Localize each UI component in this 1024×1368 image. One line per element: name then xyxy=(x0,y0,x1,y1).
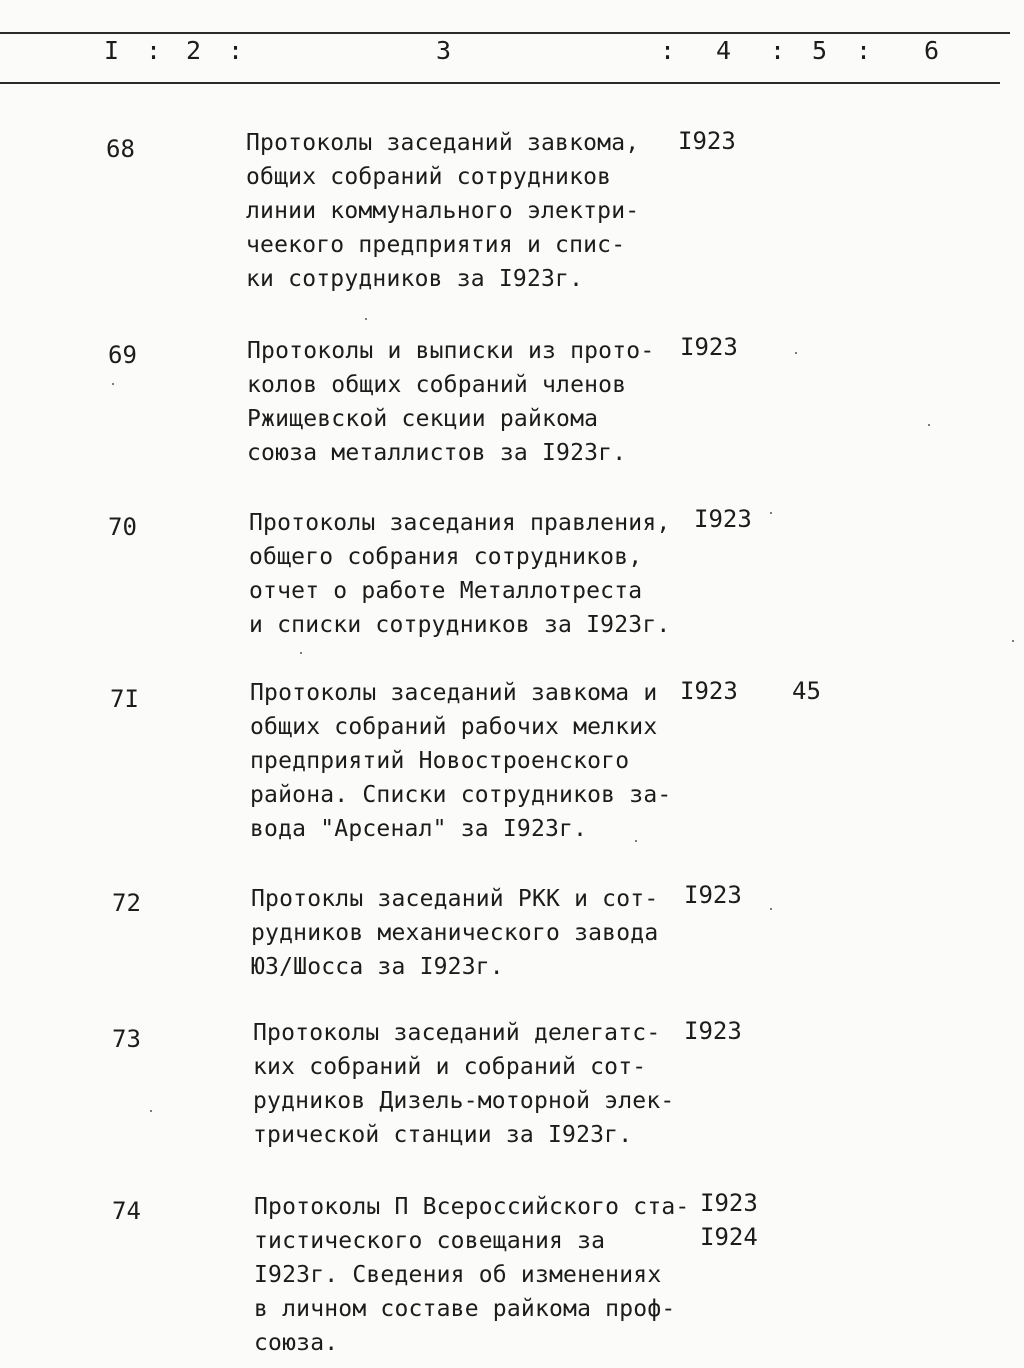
entry-date: I924 xyxy=(700,1223,758,1251)
entry-dates xyxy=(678,124,736,158)
scan-speck xyxy=(365,318,367,320)
scan-speck xyxy=(112,383,114,385)
entry-description xyxy=(249,506,689,642)
entry-dates xyxy=(700,1186,758,1254)
entry-number: 72 xyxy=(112,889,141,917)
description-line: ки сотрудников за I923г. xyxy=(246,266,584,292)
header-top-rule xyxy=(0,32,1010,34)
description-line: общих собраний рабочих мелких xyxy=(250,714,658,740)
description-line: Протоколы заседаний завкома, xyxy=(246,130,640,156)
column-separator: : xyxy=(770,36,786,65)
entry-number: 74 xyxy=(112,1197,141,1225)
entry-dates xyxy=(680,330,738,364)
description-line: ЮЗ/Шосса за I923г. xyxy=(251,954,504,980)
entry-dates xyxy=(684,878,742,912)
column-separator: : xyxy=(856,36,872,65)
scan-speck xyxy=(795,352,797,354)
description-line: союза. xyxy=(254,1330,339,1356)
entry-description xyxy=(251,882,691,984)
column-header-3: 3 xyxy=(436,36,452,65)
description-line: в личном составе райкома проф- xyxy=(254,1296,676,1322)
entry-dates xyxy=(680,674,738,708)
column-separator: : xyxy=(228,36,244,65)
description-line: общих собраний сотрудников xyxy=(246,164,612,190)
scan-speck xyxy=(635,840,637,842)
column-header-6: 6 xyxy=(924,36,940,65)
description-line: и списки сотрудников за I923г. xyxy=(249,612,671,638)
description-line: ких собраний и собраний сот- xyxy=(253,1054,647,1080)
entry-number: 7I xyxy=(110,685,139,713)
description-line: общего собрания сотрудников, xyxy=(249,544,643,570)
entry-sheet-count: 45 xyxy=(792,677,821,705)
entry-date: I923 xyxy=(694,505,752,533)
entry-description xyxy=(247,334,687,470)
description-line: предприятий Новостроенского xyxy=(250,748,630,774)
description-line: союза металлистов за I923г. xyxy=(247,440,627,466)
scan-speck xyxy=(770,908,772,910)
entry-dates xyxy=(694,502,752,536)
scan-speck xyxy=(928,424,930,426)
entry-description xyxy=(250,676,690,846)
entry-description xyxy=(246,126,686,296)
description-line: района. Списки сотрудников за- xyxy=(250,782,672,808)
entry-date: I923 xyxy=(700,1189,758,1217)
description-line: Ржищевской секции райкома xyxy=(247,406,599,432)
column-header-1: I xyxy=(104,36,120,65)
entry-date: I923 xyxy=(680,677,738,705)
header-bottom-rule xyxy=(0,82,1000,84)
entry-number: 73 xyxy=(112,1025,141,1053)
entry-date: I923 xyxy=(684,1017,742,1045)
description-line: отчет о работе Металлотреста xyxy=(249,578,643,604)
description-line: рудников механического завода xyxy=(251,920,659,946)
entry-number: 70 xyxy=(108,513,137,541)
entry-description xyxy=(253,1016,693,1152)
entry-date: I923 xyxy=(684,881,742,909)
description-line: трической станции за I923г. xyxy=(253,1122,633,1148)
column-header-5: 5 xyxy=(812,36,828,65)
description-line: вода "Арсенал" за I923г. xyxy=(250,816,588,842)
column-separator: : xyxy=(660,36,676,65)
description-line: тистического совещания за xyxy=(254,1228,606,1254)
entry-description xyxy=(254,1190,694,1360)
column-separator: : xyxy=(146,36,162,65)
description-line: рудников Дизель-моторной элек- xyxy=(253,1088,675,1114)
column-header-4: 4 xyxy=(716,36,732,65)
description-line: линии коммунального электри- xyxy=(246,198,640,224)
description-line: Протоколы заседания правления, xyxy=(249,510,671,536)
description-line: чеекого предприятия и спис- xyxy=(246,232,626,258)
description-line: Протоколы и выписки из прото- xyxy=(247,338,655,364)
entry-date: I923 xyxy=(678,127,736,155)
scan-speck xyxy=(150,1110,152,1112)
scan-speck xyxy=(300,652,302,654)
description-line: Протоклы заседаний РКК и сот- xyxy=(251,886,659,912)
description-line: Протоколы заседаний завкома и xyxy=(250,680,658,706)
description-line: Протоколы заседаний делегатс- xyxy=(253,1020,661,1046)
entry-dates xyxy=(684,1014,742,1048)
description-line: колов общих собраний членов xyxy=(247,372,627,398)
scan-speck xyxy=(770,512,772,514)
description-line: Протоколы П Всероссийского ста- xyxy=(254,1194,690,1220)
entry-number: 68 xyxy=(106,135,135,163)
column-header-2: 2 xyxy=(186,36,202,65)
description-line: I923г. Сведения об изменениях xyxy=(254,1262,662,1288)
entry-date: I923 xyxy=(680,333,738,361)
entry-number: 69 xyxy=(108,341,137,369)
scan-speck xyxy=(1012,640,1014,642)
